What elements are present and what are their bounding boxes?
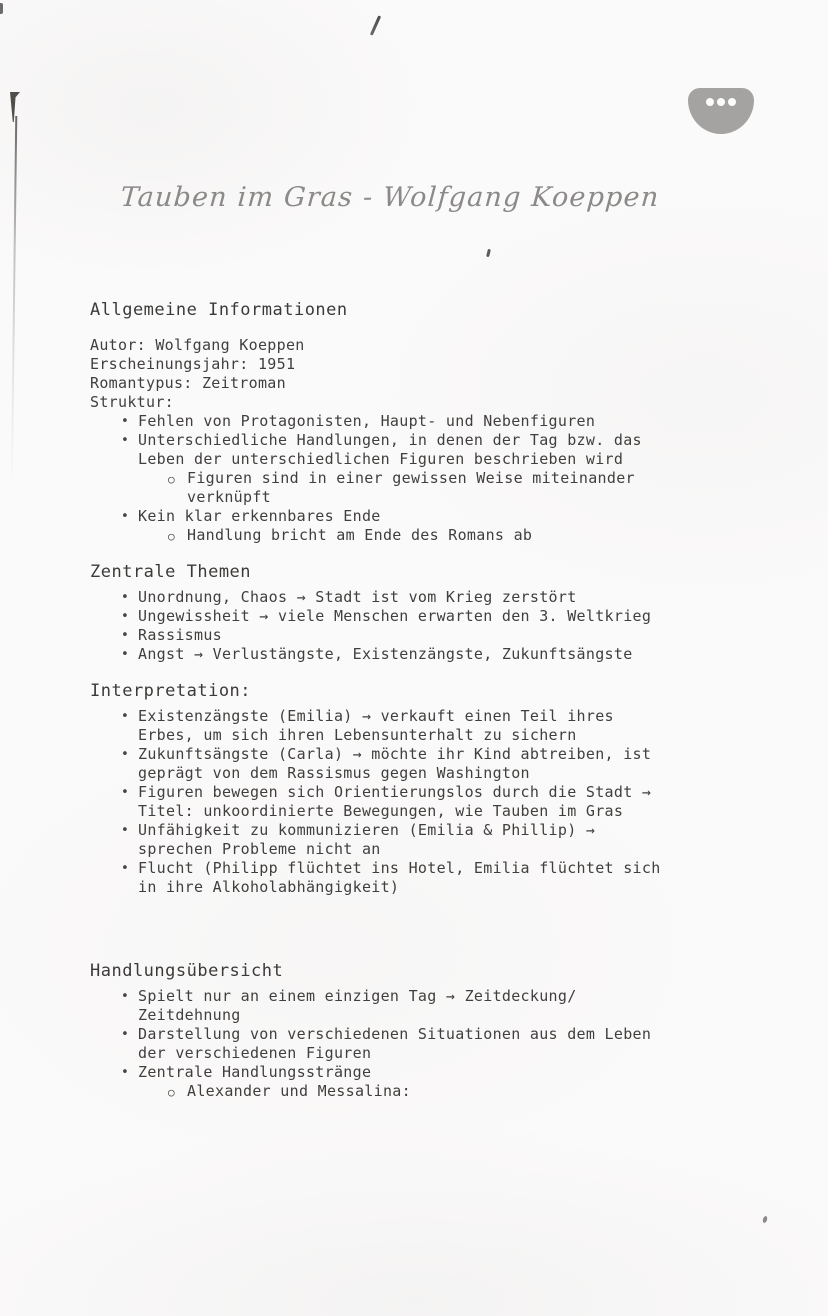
text-line: Darstellung von verschiedenen Situationen aus dem Leben [138, 1025, 652, 1043]
text-line: Zeitdehnung [138, 1006, 241, 1024]
handwritten-title: Tauben im Gras - Wolfgang Koeppen [119, 182, 661, 213]
bullet-item-continuation [90, 764, 730, 783]
page-crease [10, 92, 24, 492]
bullet-item [90, 745, 730, 764]
text-line: Fehlen von Protagonisten, Haupt- und Nebenfiguren [138, 412, 596, 430]
bullet-dot-icon: • [121, 823, 130, 838]
section-handlungsuebersicht [90, 961, 730, 1101]
bullet-dot-icon: • [121, 989, 130, 1004]
bullet-item [90, 626, 730, 645]
text-line: Figuren bewegen sich Orientierungslos durch die Stadt → [138, 783, 652, 801]
bullet-item-continuation [90, 878, 730, 897]
bullet-dot-icon: • [121, 785, 130, 800]
meta-line: Romantypus: Zeitroman [90, 374, 286, 392]
bullet-dot-icon: • [121, 709, 130, 724]
bullet-item [90, 507, 730, 526]
bullet-dot-icon: • [121, 647, 130, 662]
text-line: verknüpft [187, 488, 271, 506]
bullet-dot-icon: • [121, 433, 130, 448]
bullet-item [90, 645, 730, 664]
bullet-circle-icon: ○ [168, 1086, 175, 1099]
bullet-item-continuation [90, 1044, 730, 1063]
meta-line: Autor: Wolfgang Koeppen [90, 336, 305, 354]
text-line: Alexander und Messalina: [187, 1082, 411, 1100]
bullet-item [90, 707, 730, 726]
bullet-dot-icon: • [121, 414, 130, 429]
bullet-dot-icon: • [121, 1065, 130, 1080]
bullet-item [90, 526, 730, 545]
crease-line [11, 116, 18, 488]
bullet-dot-icon: • [121, 628, 130, 643]
bullet-dot-icon: • [121, 509, 130, 524]
bullet-circle-icon: ○ [168, 473, 175, 486]
bullet-item [90, 1082, 730, 1101]
text-line: Angst → Verlustängste, Existenzängste, Zukunftsängste [138, 645, 633, 663]
text-line: Leben der unterschiedlichen Figuren beschrieben wird [138, 450, 624, 468]
bullet-dot-icon: • [121, 1027, 130, 1042]
bullet-item [90, 412, 730, 431]
section-heading: Interpretation: [90, 681, 252, 701]
bullet-item [90, 821, 730, 840]
text-line: sprechen Probleme nicht an [138, 840, 381, 858]
text-line: Unordnung, Chaos → Stadt ist vom Krieg zerstört [138, 588, 577, 606]
bullet-item-continuation [90, 802, 730, 821]
section-body [90, 588, 730, 664]
text-line: Existenzängste (Emilia) → verkauft einen Teil ihres [138, 707, 614, 725]
bullet-item-continuation [90, 488, 730, 507]
section-body [90, 987, 730, 1101]
text-line: Ungewissheit → viele Menschen erwarten den 3. Weltkrieg [138, 607, 652, 625]
text-line: Unfähigkeit zu kommunizieren (Emilia & Phillip) → [138, 821, 596, 839]
bullet-item-continuation [90, 840, 730, 859]
bullet-item [90, 1025, 730, 1044]
bullet-dot-icon: • [121, 747, 130, 762]
text-line: Titel: unkoordinierte Bewegungen, wie Tauben im Gras [138, 802, 624, 820]
bullet-item [90, 1063, 730, 1082]
section-heading: Allgemeine Informationen [90, 300, 348, 320]
section-allgemeine-informationen [90, 300, 730, 545]
scan-speck [0, 3, 3, 14]
bullet-item [90, 987, 730, 1006]
text-line: Figuren sind in einer gewissen Weise miteinander [187, 469, 635, 487]
text-line: Zukunftsängste (Carla) → möchte ihr Kind abtreiben, ist [138, 745, 652, 763]
bullet-item-continuation [90, 1006, 730, 1025]
text-line: Spielt nur an einem einzigen Tag → Zeitdeckung/ [138, 987, 577, 1005]
bullet-item [90, 859, 730, 878]
text-line: in ihre Alkoholabhängigkeit) [138, 878, 400, 896]
text-line: Rassismus [138, 626, 222, 644]
text-line: Erbes, um sich ihren Lebensunterhalt zu sichern [138, 726, 577, 744]
section-interpretation [90, 681, 730, 897]
text-line: Unterschiedliche Handlungen, in denen der Tag bzw. das [138, 431, 642, 449]
text-line: der verschiedenen Figuren [138, 1044, 372, 1062]
text-line: Handlung bricht am Ende des Romans ab [187, 526, 533, 544]
bullet-circle-icon: ○ [168, 530, 175, 543]
bullet-dot-icon: • [121, 861, 130, 876]
section-body [90, 707, 730, 897]
section-body [90, 336, 730, 545]
bullet-item [90, 607, 730, 626]
bullet-item-continuation [90, 450, 730, 469]
bullet-dot-icon: • [121, 609, 130, 624]
bullet-item [90, 431, 730, 450]
bullet-item [90, 783, 730, 802]
bullet-item-continuation [90, 726, 730, 745]
text-line: Zentrale Handlungsstränge [138, 1063, 372, 1081]
text-line: geprägt von dem Rassismus gegen Washington [138, 764, 530, 782]
ellipsis-icon [688, 98, 754, 106]
section-heading: Handlungsübersicht [90, 961, 284, 981]
bullet-item [90, 469, 730, 488]
bullet-item [90, 588, 730, 607]
text-line: Kein klar erkennbares Ende [138, 507, 381, 525]
bullet-dot-icon: • [121, 590, 130, 605]
text-line: Flucht (Philipp flüchtet ins Hotel, Emilia flüchtet sich [138, 859, 661, 877]
section-heading: Zentrale Themen [90, 562, 252, 582]
meta-line: Struktur: [90, 393, 174, 411]
section-zentrale-themen [90, 562, 730, 664]
meta-line: Erscheinungsjahr: 1951 [90, 355, 296, 373]
